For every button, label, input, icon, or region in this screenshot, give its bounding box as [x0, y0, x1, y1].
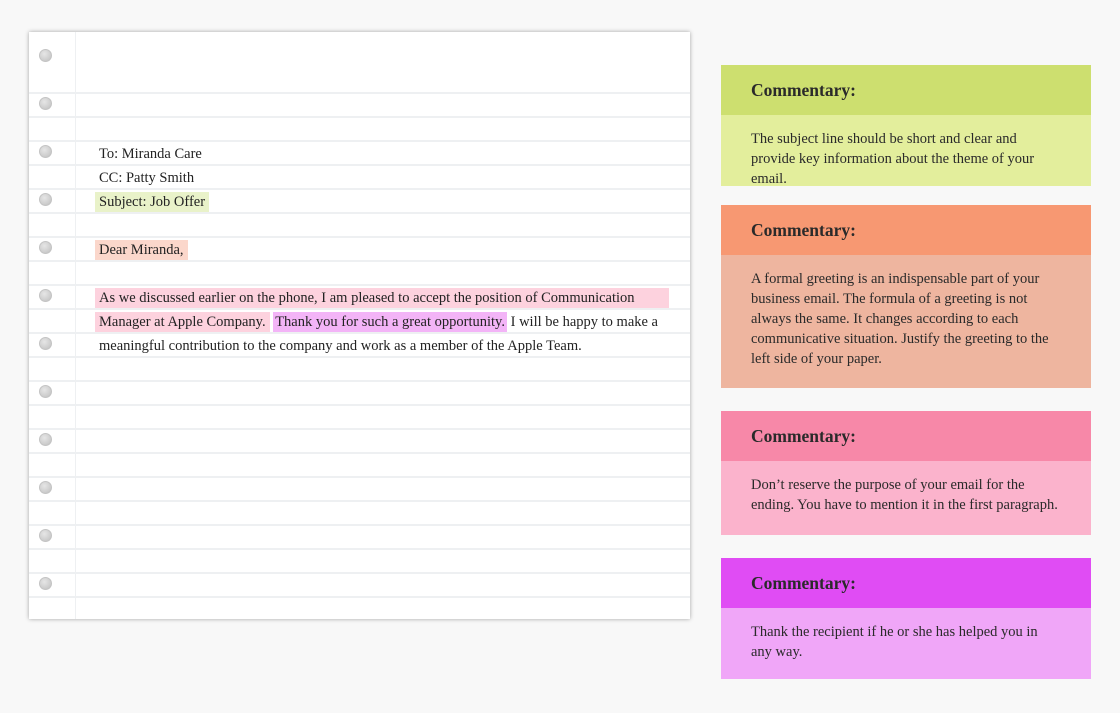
binder-hole-icon [39, 145, 52, 158]
subject-line: Subject: Job Offer [95, 192, 209, 212]
ruled-line [29, 476, 690, 478]
commentary-card-thanks [721, 558, 1091, 679]
ruled-line [29, 524, 690, 526]
binder-hole-icon [39, 193, 52, 206]
ruled-line [29, 116, 690, 118]
body-line-1: As we discussed earlier on the phone, I am pleased to accept the position of Communication [95, 288, 669, 308]
commentary-title: Commentary: [721, 411, 1091, 461]
commentary-card-purpose [721, 411, 1091, 535]
ruled-line [29, 548, 690, 550]
ruled-line [29, 596, 690, 598]
notebook-paper [29, 32, 690, 619]
recipient-to: To: Miranda Care [99, 146, 202, 162]
commentary-title: Commentary: [721, 205, 1091, 255]
subject-line-row [99, 190, 209, 214]
margin-line [75, 32, 76, 619]
binder-hole-icon [39, 529, 52, 542]
commentary-card-greeting [721, 205, 1091, 388]
binder-hole-icon [39, 49, 52, 62]
body-line-3: meaningful contribution to the company and work as a member of the Apple Team. [99, 338, 582, 354]
binder-hole-icon [39, 481, 52, 494]
binder-hole-icon [39, 241, 52, 254]
binder-hole-icon [39, 433, 52, 446]
body-line-2-row [99, 310, 658, 334]
thank-you-sentence: Thank you for such a great opportunity. [275, 314, 505, 330]
body-line-1-row [99, 286, 669, 310]
ruled-line [29, 404, 690, 406]
ruled-line [29, 428, 690, 430]
purpose-statement: Manager at Apple Company. [95, 312, 270, 332]
commentary-card-subject [721, 65, 1091, 186]
commentary-text: Thank the recipient if he or she has helped you in any way. [721, 608, 1091, 679]
commentary-title: Commentary: [721, 558, 1091, 608]
commentary-title: Commentary: [721, 65, 1091, 115]
ruled-line [29, 452, 690, 454]
recipient-cc: CC: Patty Smith [99, 170, 195, 186]
ruled-line [29, 572, 690, 574]
commentary-text: Don’t reserve the purpose of your email for the ending. You have to mention it in the first paragraph. [721, 461, 1091, 535]
binder-hole-icon [39, 97, 52, 110]
binder-hole-icon [39, 577, 52, 590]
binder-hole-icon [39, 385, 52, 398]
ruled-line [29, 380, 690, 382]
binder-hole-icon [39, 289, 52, 302]
commentary-text: A formal greeting is an indispensable part of your business email. The formula of a greeting is not always the same. It changes according to each communicative situation. Justify the greeting to the left side of your paper. [721, 255, 1091, 388]
binder-hole-icon [39, 337, 52, 350]
commentary-text: The subject line should be short and clear and provide key information about the theme of your email. [721, 115, 1091, 186]
ruled-line [29, 500, 690, 502]
greeting-row [99, 238, 188, 262]
body-line-2-rest: I will be happy to make a [510, 314, 658, 330]
greeting: Dear Miranda, [95, 240, 188, 260]
ruled-line [29, 92, 690, 94]
